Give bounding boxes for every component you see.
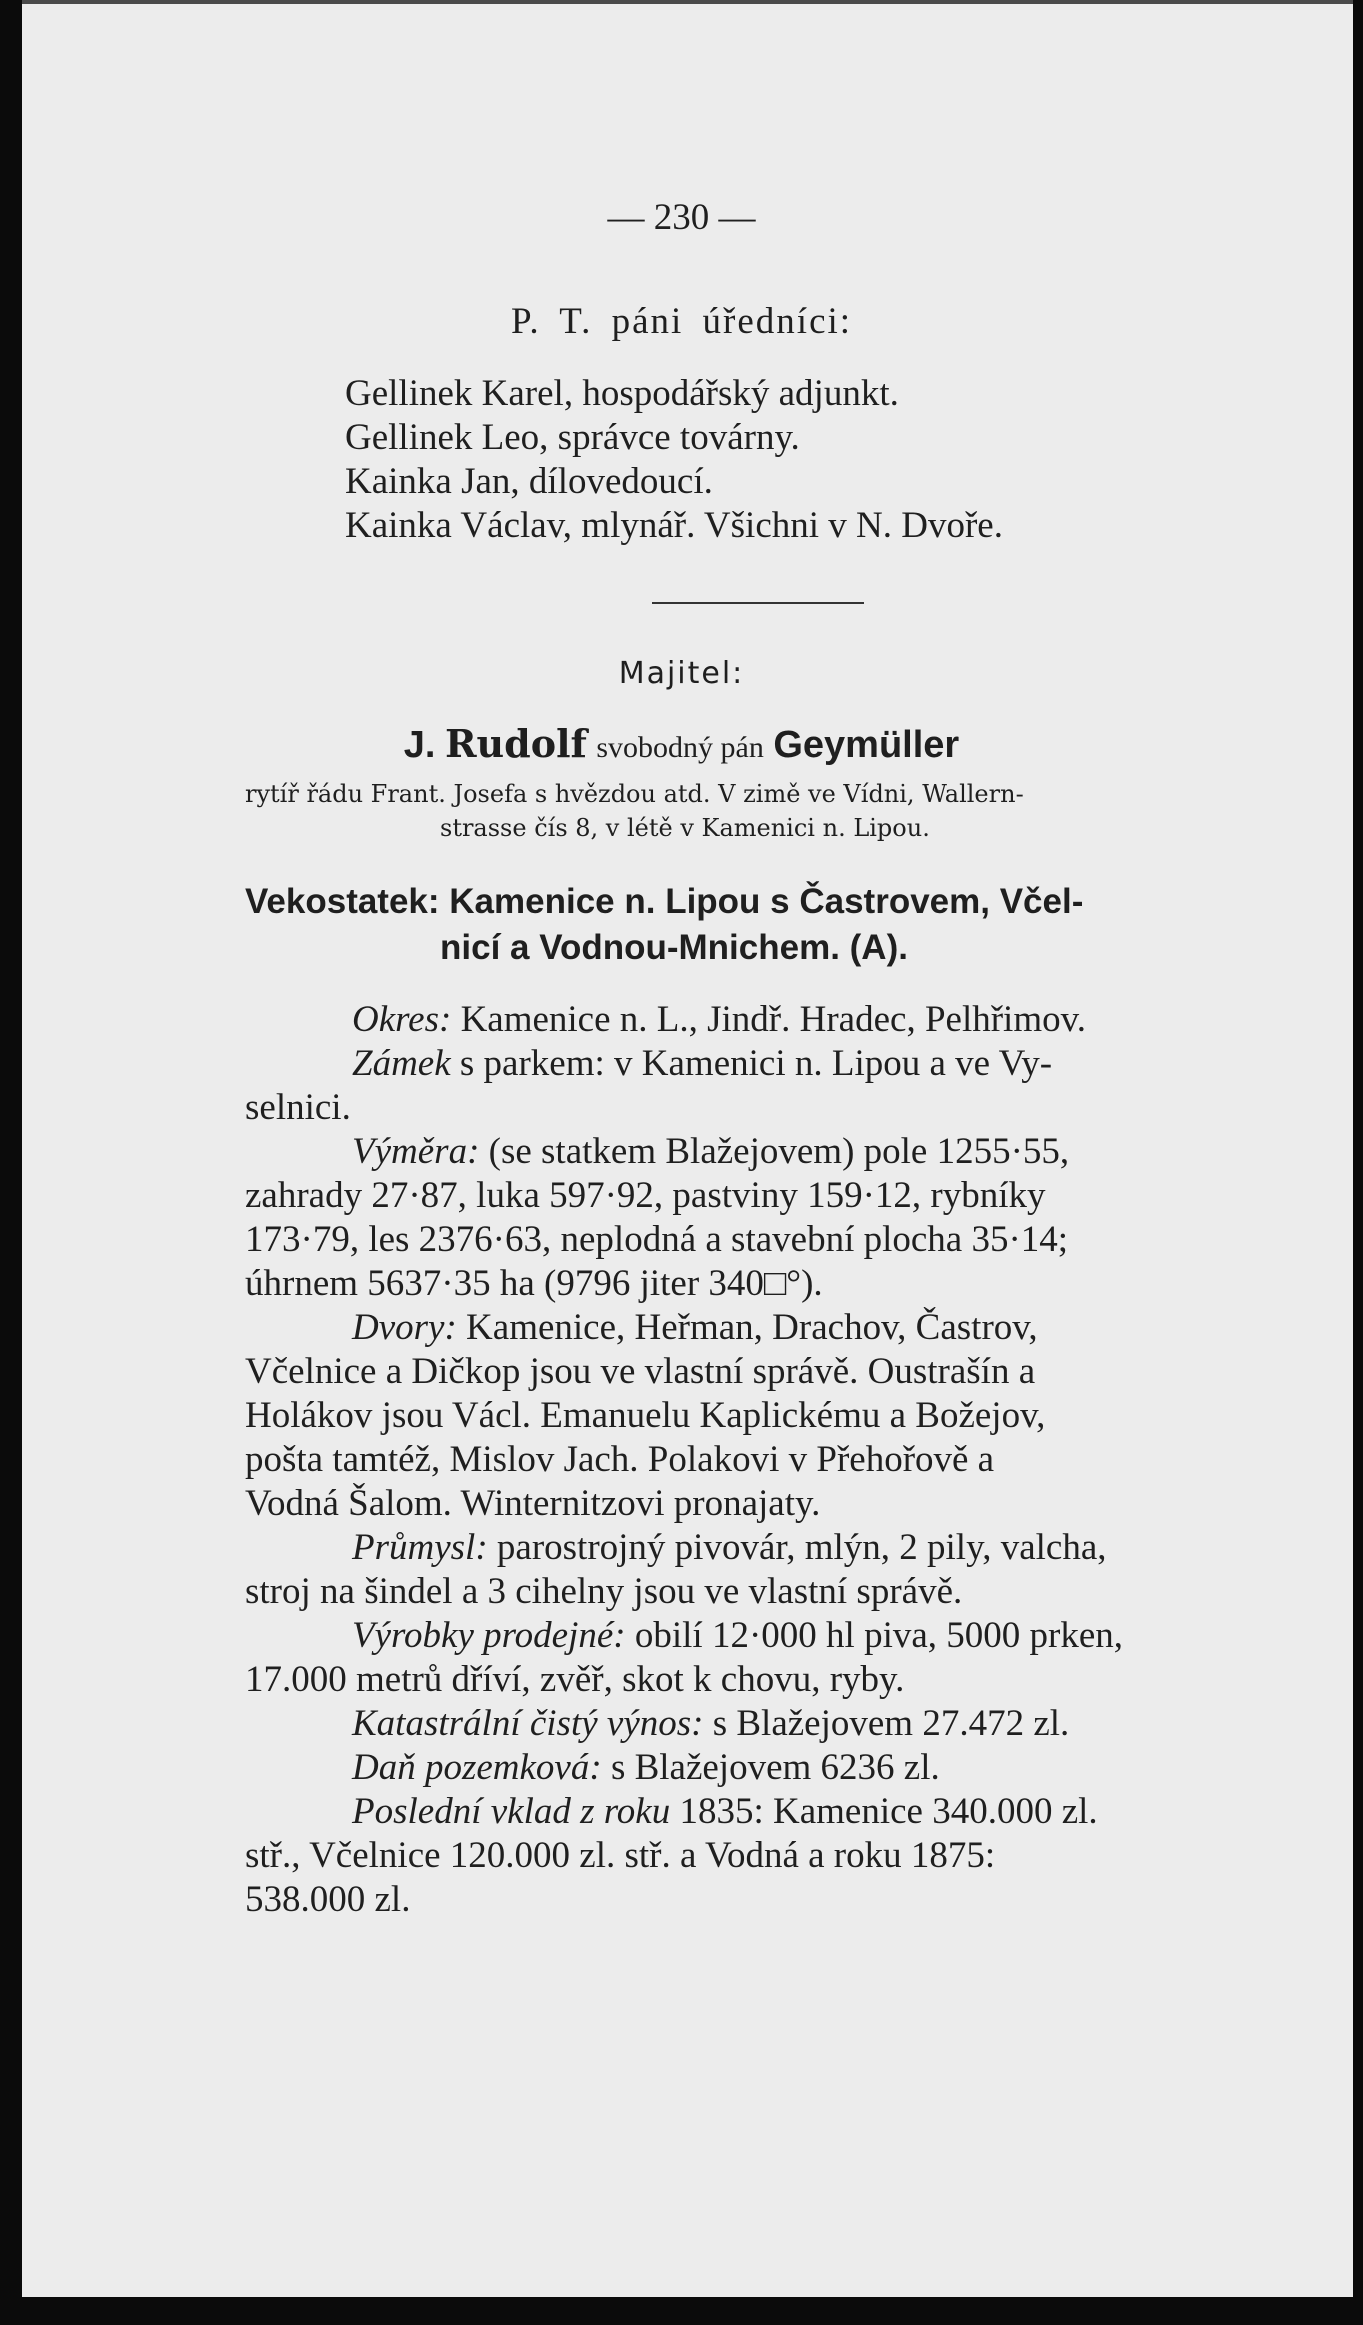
body-line (245, 1218, 1068, 1262)
scan-border-left (0, 0, 22, 2325)
body-line (245, 1570, 962, 1614)
body-text: 1835: Kamenice 340.000 zl. (670, 1791, 1098, 1832)
body-text: pošta tamtéž, Mislov Jach. Polakovi v Přehořově a (245, 1439, 995, 1480)
body-text: úhrnem 5637·35 ha (9796 jiter 340□°). (245, 1263, 823, 1304)
scan-border-right (1353, 0, 1363, 2325)
owner-details-line1: rytíř řádu Frant. Josefa s hvězdou atd. V zimě ve Vídni, Wallern- (245, 780, 1024, 808)
body-label: Okres: (352, 999, 452, 1040)
body-line (352, 1790, 1098, 1834)
body-text: obilí 12·000 hl piva, 5000 prken, (625, 1615, 1124, 1656)
body-text: Kamenice, Heřman, Drachov, Častrov, (456, 1307, 1038, 1348)
body-label: Průmysl: (352, 1527, 488, 1568)
owner-initial: J. (403, 724, 436, 766)
officials-heading: P. T. páni úředníci: (510, 301, 853, 342)
body-line (245, 1350, 1035, 1394)
estate-title-line2: nicí a Vodnou-Mnichem. (A). (440, 928, 908, 967)
body-line (352, 1526, 1107, 1570)
body-line (352, 1614, 1123, 1658)
body-line (352, 998, 1086, 1042)
body-text: 538.000 zl. (245, 1879, 411, 1920)
body-line (245, 1174, 1046, 1218)
body-text: Kamenice n. L., Jindř. Hradec, Pelhřimov. (451, 999, 1086, 1040)
body-text: stř., Včelnice 120.000 zl. stř. a Vodná a roku 1875: (245, 1835, 996, 1876)
body-text: 173·79, les 2376·63, neplodná a stavební plocha 35·14; (245, 1219, 1069, 1260)
body-line (352, 1306, 1038, 1350)
body-line (245, 1262, 823, 1306)
body-text: Holákov jsou Václ. Emanuelu Kaplickému a Božejov, (245, 1395, 1046, 1436)
owner-first-name: Rudolf (444, 721, 587, 766)
body-label: Výrobky prodejné: (352, 1615, 626, 1656)
body-label: Zámek (352, 1043, 451, 1084)
body-text: zahrady 27·87, luka 597·92, pastviny 159·12, rybníky (245, 1175, 1046, 1216)
owner-title: svobodný pán (596, 731, 764, 764)
official-line: Kainka Jan, dílovedoucí. (345, 461, 713, 502)
body-text: 17.000 metrů dříví, zvěř, skot k chovu, ryby. (245, 1659, 905, 1700)
body-text: Vodná Šalom. Winternitzovi pronajaty. (245, 1483, 821, 1524)
scan-border-bottom (0, 2297, 1363, 2325)
owner-name (0, 722, 1363, 770)
official-line: Gellinek Leo, správce továrny. (345, 417, 800, 458)
body-text: s Blažejovem 6236 zl. (601, 1747, 940, 1788)
body-label: Katastrální čistý výnos: (352, 1703, 704, 1744)
body-line (245, 1658, 904, 1702)
body-label: Poslední vklad z roku (352, 1791, 671, 1832)
body-line (245, 1394, 1045, 1438)
official-line: Kainka Václav, mlynář. Všichni v N. Dvoře. (345, 505, 1003, 546)
body-line (245, 1878, 410, 1922)
body-label: Dvory: (352, 1307, 457, 1348)
official-line: Gellinek Karel, hospodářský adjunkt. (345, 373, 899, 414)
body-line (245, 1834, 995, 1878)
body-text: s Blažejovem 27.472 zl. (703, 1703, 1070, 1744)
body-text: selnici. (245, 1087, 351, 1128)
body-text: (se statkem Blažejovem) pole 1255·55, (479, 1131, 1070, 1172)
owner-details-line2: strasse čís 8, v létě v Kamenici n. Lipou. (440, 814, 930, 842)
body-label: Daň pozemková: (352, 1747, 602, 1788)
estate-title-line1: Vekostatek: Kamenice n. Lipou s Častrovem, Včel- (245, 882, 1084, 921)
body-line (352, 1130, 1069, 1174)
body-text: parostrojný pivovár, mlýn, 2 pily, valcha, (487, 1527, 1107, 1568)
section-divider (652, 602, 864, 604)
owner-last-name: Geymüller (773, 724, 960, 766)
body-line (352, 1042, 1052, 1086)
page-number: — 230 — (607, 197, 756, 238)
scan-border-top (0, 0, 1363, 4)
body-label: Výměra: (352, 1131, 480, 1172)
body-text: stroj na šindel a 3 cihelny jsou ve vlastní správě. (245, 1571, 963, 1612)
body-line (245, 1086, 351, 1130)
body-text: s parkem: v Kamenici n. Lipou a ve Vy- (450, 1043, 1053, 1084)
body-line (245, 1438, 994, 1482)
body-line (245, 1482, 820, 1526)
owner-heading: Majitel: (618, 656, 745, 691)
body-text: Včelnice a Dičkop jsou ve vlastní správě. Oustrašín a (245, 1351, 1036, 1392)
body-line (352, 1746, 940, 1790)
body-line (352, 1702, 1069, 1746)
